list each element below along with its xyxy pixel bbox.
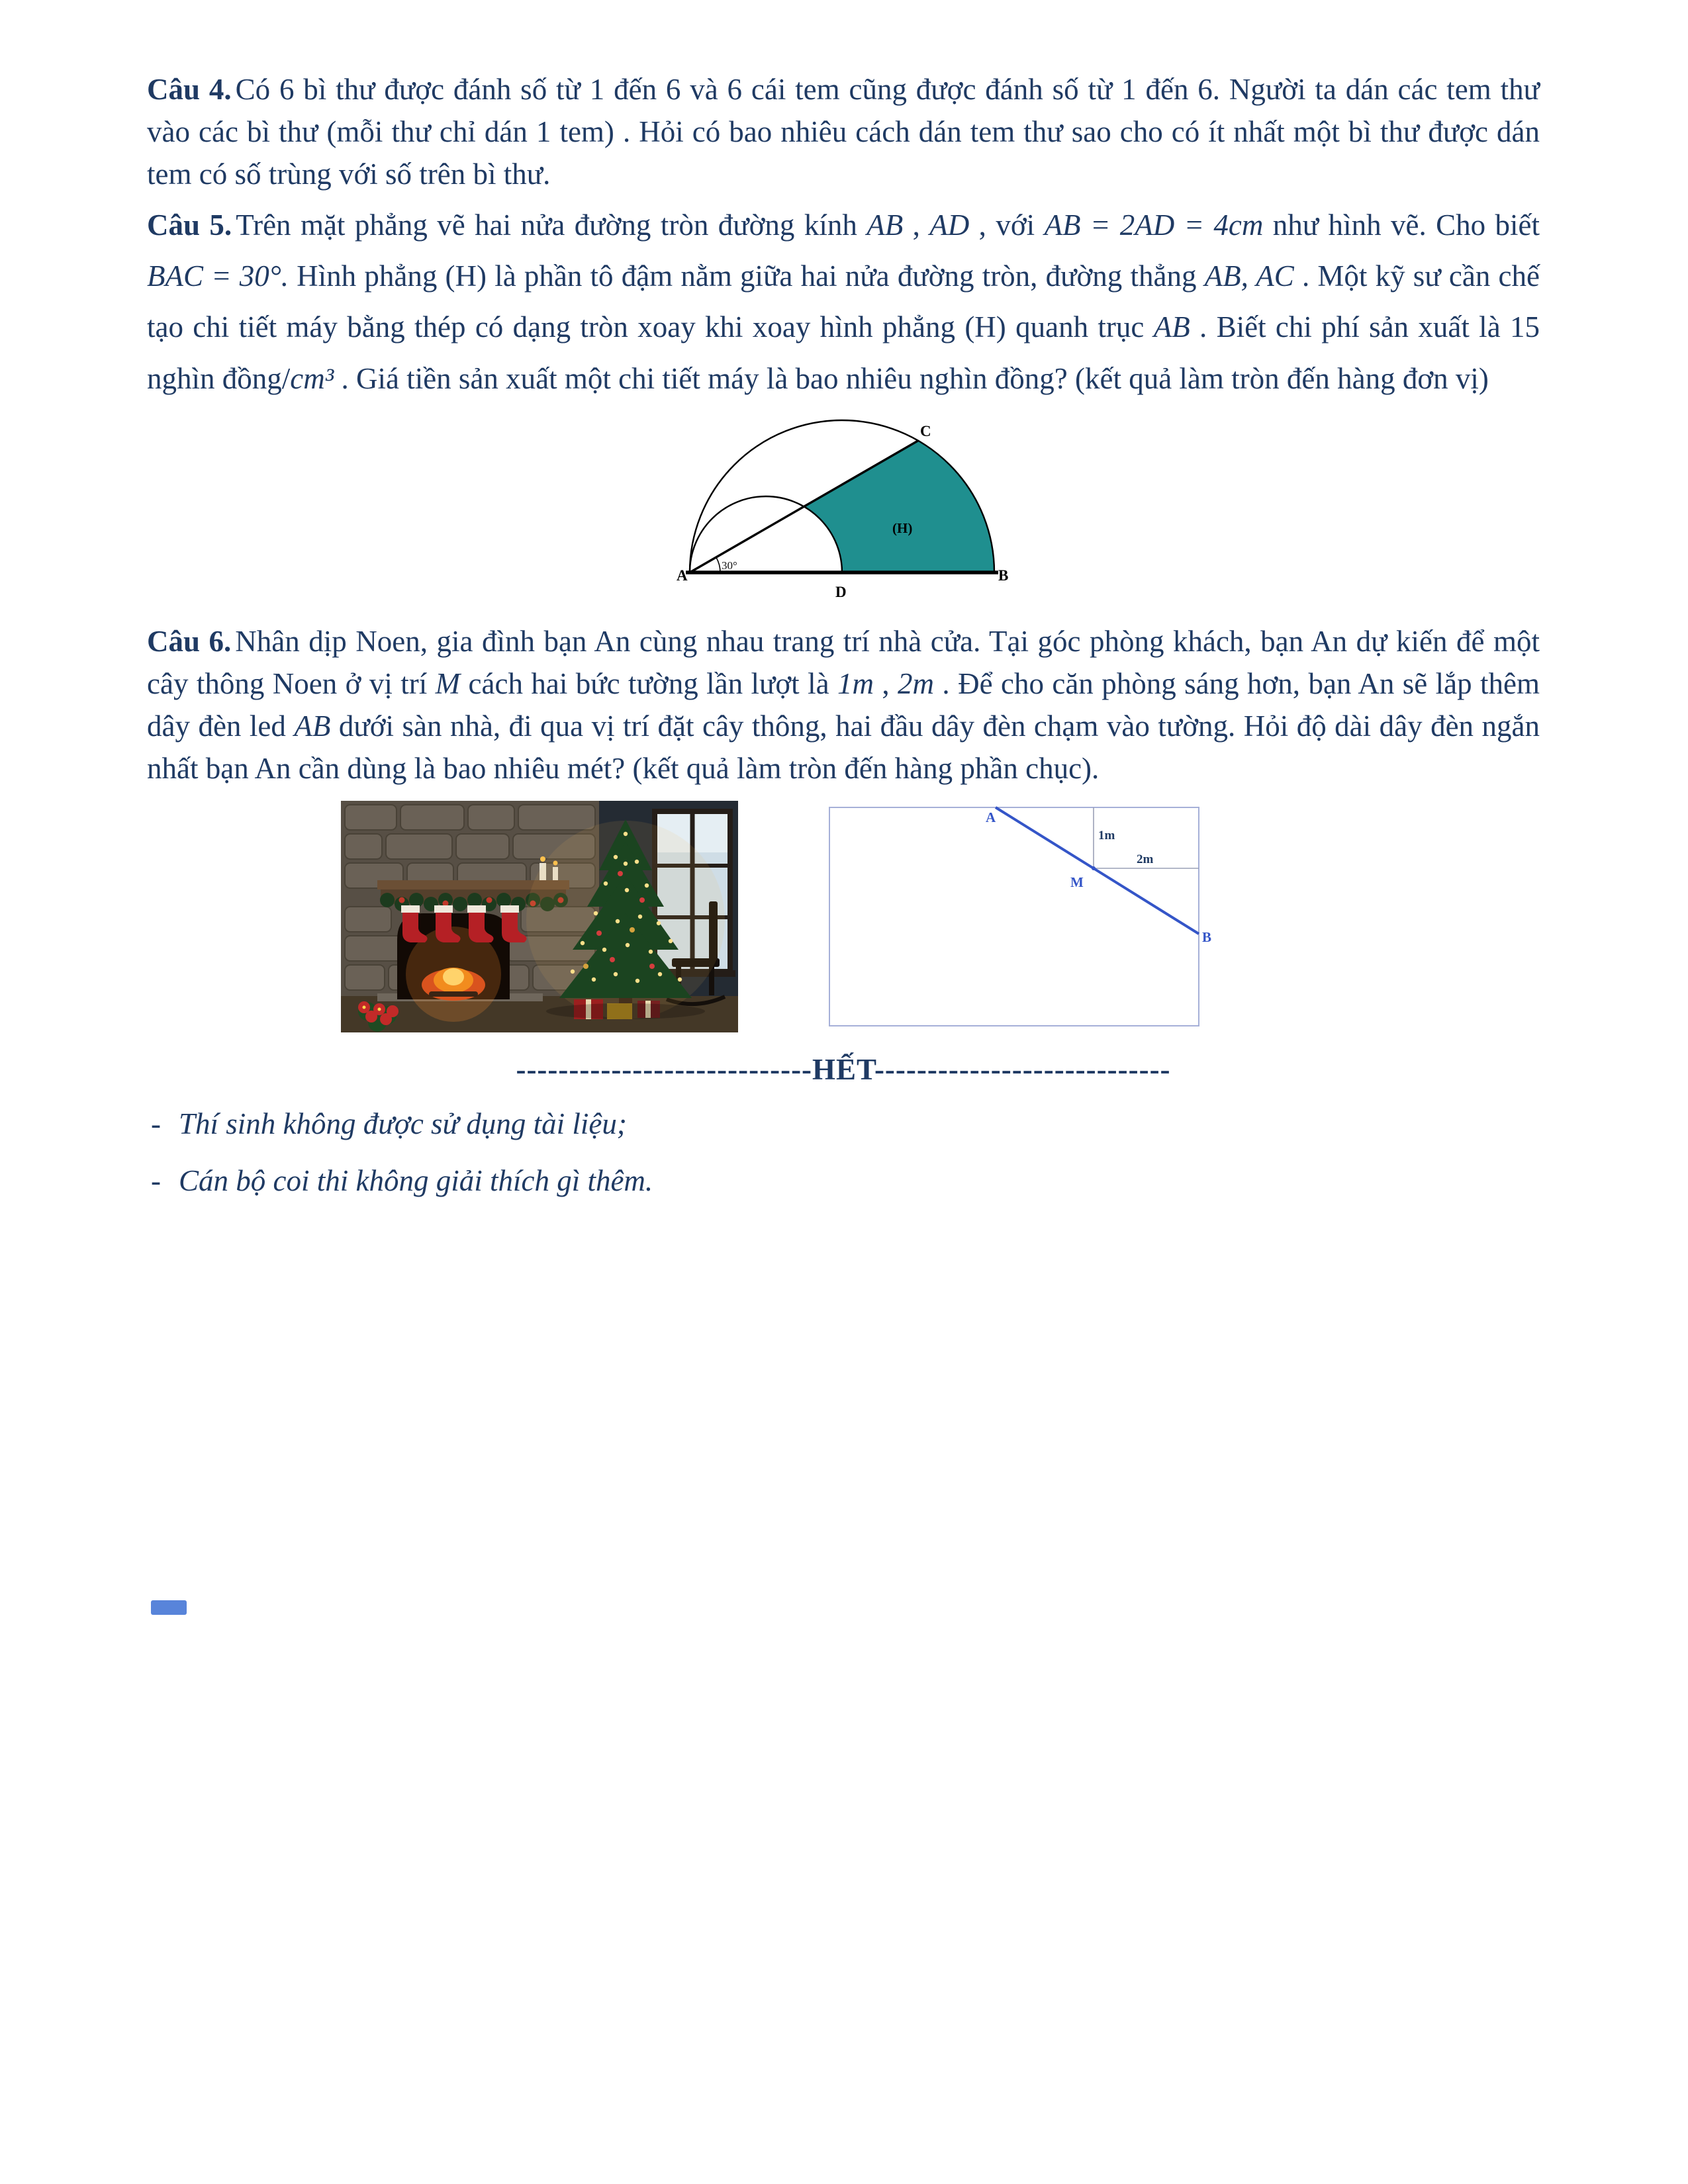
room-diagram (820, 801, 1217, 1030)
question-4-label: Câu 4. (147, 73, 232, 106)
text-run: , (903, 208, 930, 242)
exam-note (151, 1163, 1540, 1198)
text-run: cách hai bức tường lần lượt là (460, 667, 837, 701)
text-run: Hình phẳng (H) là phần tô đậm nằm giữa hai nửa đường tròn, đường thẳng (288, 259, 1205, 293)
note-text: Cán bộ coi thi không giải thích gì thêm. (179, 1163, 653, 1197)
text-run: , với (969, 208, 1045, 242)
point-M (1092, 866, 1096, 870)
point-label-M: M (1070, 874, 1084, 890)
note-dash: - (151, 1107, 161, 1140)
point-label-B: B (998, 567, 1008, 584)
figure-semicircles-wrap (147, 414, 1540, 610)
math-run: AB (294, 709, 331, 743)
point-label-C: C (919, 423, 931, 440)
math-run: cm³ (290, 361, 334, 395)
point-label-A: A (986, 809, 996, 825)
text-run: . Để cho căn phòng sáng hơn, bạn An sẽ lắp thêm dây đèn led (147, 667, 1540, 743)
text-run: dưới sàn nhà, đi qua vị trí đặt cây thông, hai đầu dây đèn chạm vào tường. Hỏi độ dài dây đèn ngắn nhất bạn An cần dùng là bao nhiêu mét? (kết quả làm tròn đến hàng phần chục). (147, 709, 1540, 785)
math-run: M (435, 667, 461, 701)
angle-arc (716, 557, 720, 572)
text-run: . Biết chi phí sản xuất là 15 nghìn đồng/ (147, 310, 1540, 395)
text-run: Nhân dịp Noen, gia đình bạn An cùng nhau trang trí nhà cửa. Tại góc phòng khách, bạn An dự kiến để một cây thông Noen ở vị trí (147, 625, 1540, 701)
math-run: AB (867, 208, 904, 242)
point-label-A: A (676, 567, 688, 584)
text-run: . Giá tiền sản xuất một chi tiết máy là bao nhiêu nghìn đồng? (kết quả làm tròn đến hàng đơn vị) (334, 361, 1489, 395)
math-run: AB (1153, 310, 1190, 344)
media-row (341, 801, 1540, 1032)
room-rectangle (829, 807, 1199, 1026)
question-6-label: Câu 6. (147, 625, 232, 659)
text-run: . Một kỹ sư cần chế tạo chi tiết máy bằng thép có dạng tròn xoay khi xoay hình phẳng (H) quanh trục (147, 259, 1540, 344)
math-run: BAC = 30°. (147, 259, 289, 293)
question-6 (147, 621, 1540, 790)
question-4-text: Có 6 bì thư được đánh số từ 1 đến 6 và 6 cái tem cũng được đánh số từ 1 đến 6. Người ta dán các tem thư vào các bì thư (mỗi thư chỉ dán 1 tem) . Hỏi có bao nhiêu cách dán tem thư sao cho có ít nhất một bì thư được dán tem có số trùng với số trên bì thư. (147, 73, 1540, 191)
distance-label-2m: 2m (1137, 852, 1154, 866)
shaded-region-H (804, 441, 994, 572)
question-5 (147, 200, 1540, 405)
note-dash: - (151, 1163, 161, 1197)
angle-label: 30° (721, 559, 737, 572)
point-label-D: D (835, 584, 847, 601)
text-run: , (873, 667, 898, 701)
math-run: AB, AC (1204, 259, 1294, 293)
math-run: 2m (898, 667, 935, 701)
end-marker: ----------------------------HẾT---------------------------- (516, 1052, 1171, 1086)
christmas-photo (341, 801, 738, 1032)
distance-label-1m: 1m (1098, 828, 1115, 842)
point-label-B: B (1202, 929, 1212, 945)
blue-artifact (151, 1600, 187, 1615)
math-run: AD (929, 208, 970, 242)
text-run: Trên mặt phẳng vẽ hai nửa đường tròn đường kính (236, 208, 867, 242)
semicircle-figure (677, 414, 1011, 607)
floor-shadow (546, 1003, 705, 1019)
question-4 (147, 69, 1540, 196)
math-run: AB = 2AD = 4cm (1044, 208, 1264, 242)
region-label-H: (H) (892, 520, 912, 537)
exam-notes (147, 1107, 1540, 1198)
math-run: 1m (837, 667, 874, 701)
question-5-label: Câu 5. (147, 208, 232, 242)
note-text: Thí sinh không được sử dụng tài liệu; (179, 1107, 627, 1140)
exam-note (151, 1107, 1540, 1141)
text-run: như hình vẽ. Cho biết (1263, 208, 1540, 242)
